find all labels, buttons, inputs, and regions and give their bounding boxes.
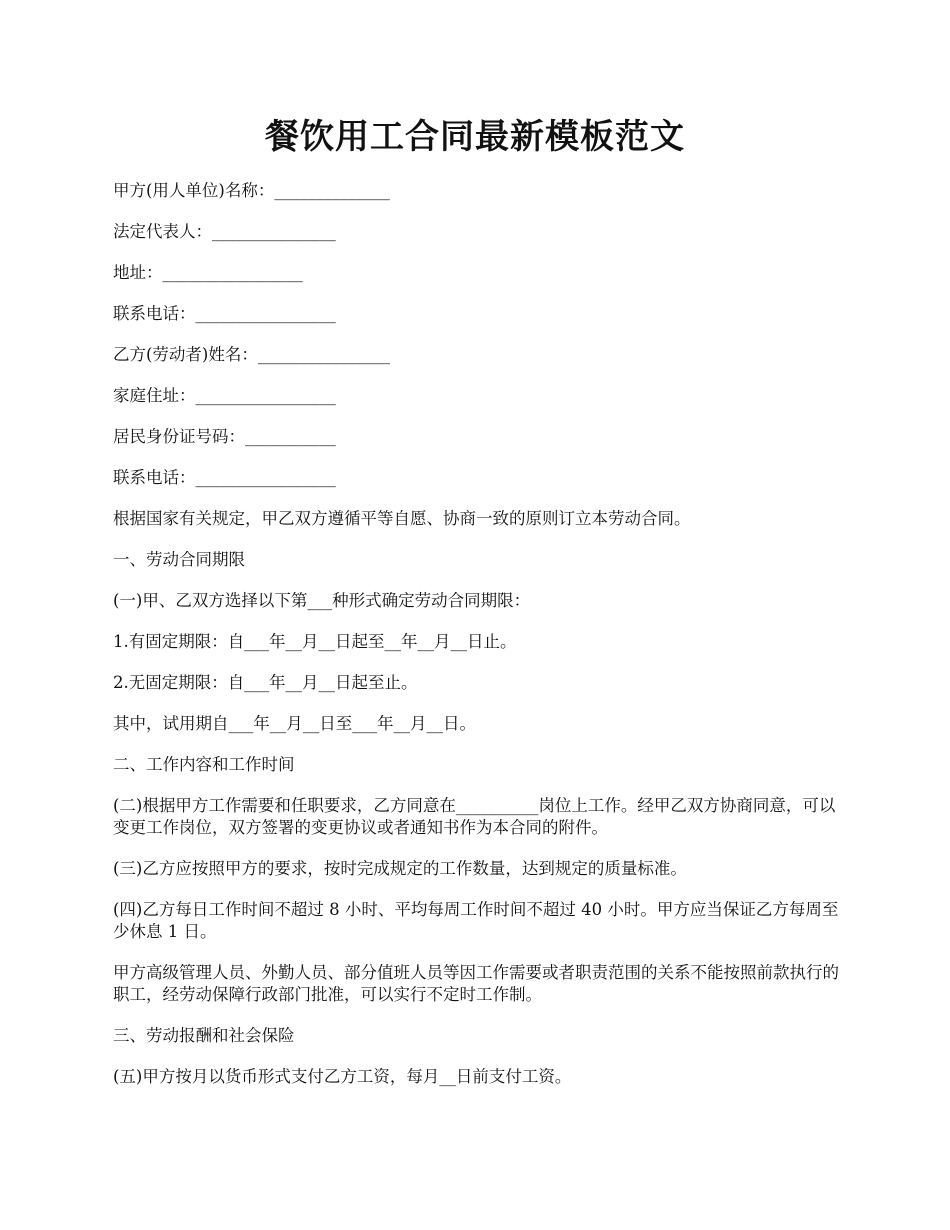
flexible-hours-paragraph: 甲方高级管理人员、外勤人员、部分值班人员等因工作需要或者职责范围的关系不能按照前款执行的职工，经劳动保障行政部门批准，可以实行不定时工作制。 bbox=[113, 963, 839, 1004]
clause-5: (五)甲方按月以货币形式支付乙方工资，每月__日前支付工资。 bbox=[113, 1067, 572, 1086]
party-b-name-line: 乙方(劳动者)姓名：________________ bbox=[113, 345, 390, 364]
id-number-line: 居民身份证号码：___________ bbox=[113, 427, 336, 446]
document-body bbox=[113, 180, 843, 1107]
address-line: 地址：_________________ bbox=[113, 263, 303, 282]
preamble-paragraph: 根据国家有关规定，甲乙双方遵循平等自愿、协商一致的原则订立本劳动合同。 bbox=[113, 509, 691, 528]
document-title: 餐饮用工合同最新模板范文 bbox=[265, 117, 685, 157]
clause-2: (二)根据甲方工作需要和任职要求，乙方同意在__________岗位上工作。经甲乙双方协商同意，可以变更工作岗位，双方签署的变更协议或者通知书作为本合同的附件。 bbox=[113, 796, 836, 837]
open-term-option: 2.无固定期限：自___年__月__日起至止。 bbox=[113, 673, 418, 692]
party-b-phone-line: 联系电话：_________________ bbox=[113, 468, 336, 487]
section-heading-work-content: 二、工作内容和工作时间 bbox=[113, 755, 295, 774]
clause-3: (三)乙方应按照甲方的要求，按时完成规定的工作数量，达到规定的质量标准。 bbox=[113, 859, 687, 878]
section-heading-compensation: 三、劳动报酬和社会保险 bbox=[113, 1026, 295, 1045]
clause-4: (四)乙方每日工作时间不超过 8 小时、平均每周工作时间不超过 40 小时。甲方应当保证乙方每周至少休息 1 日。 bbox=[113, 900, 839, 941]
party-a-name-line: 甲方(用人单位)名称：______________ bbox=[113, 181, 390, 200]
probation-period-line: 其中，试用期自___年__月__日至___年__月__日。 bbox=[113, 714, 476, 733]
clause-1: (一)甲、乙双方选择以下第___种形式确定劳动合同期限： bbox=[113, 591, 531, 610]
home-address-line: 家庭住址：_________________ bbox=[113, 386, 336, 405]
section-heading-contract-term: 一、劳动合同期限 bbox=[113, 550, 245, 569]
party-a-phone-line: 联系电话：_________________ bbox=[113, 304, 336, 323]
legal-representative-line: 法定代表人：_______________ bbox=[113, 222, 336, 241]
fixed-term-option: 1.有固定期限：自___年__月__日起至__年__月__日止。 bbox=[113, 632, 517, 651]
